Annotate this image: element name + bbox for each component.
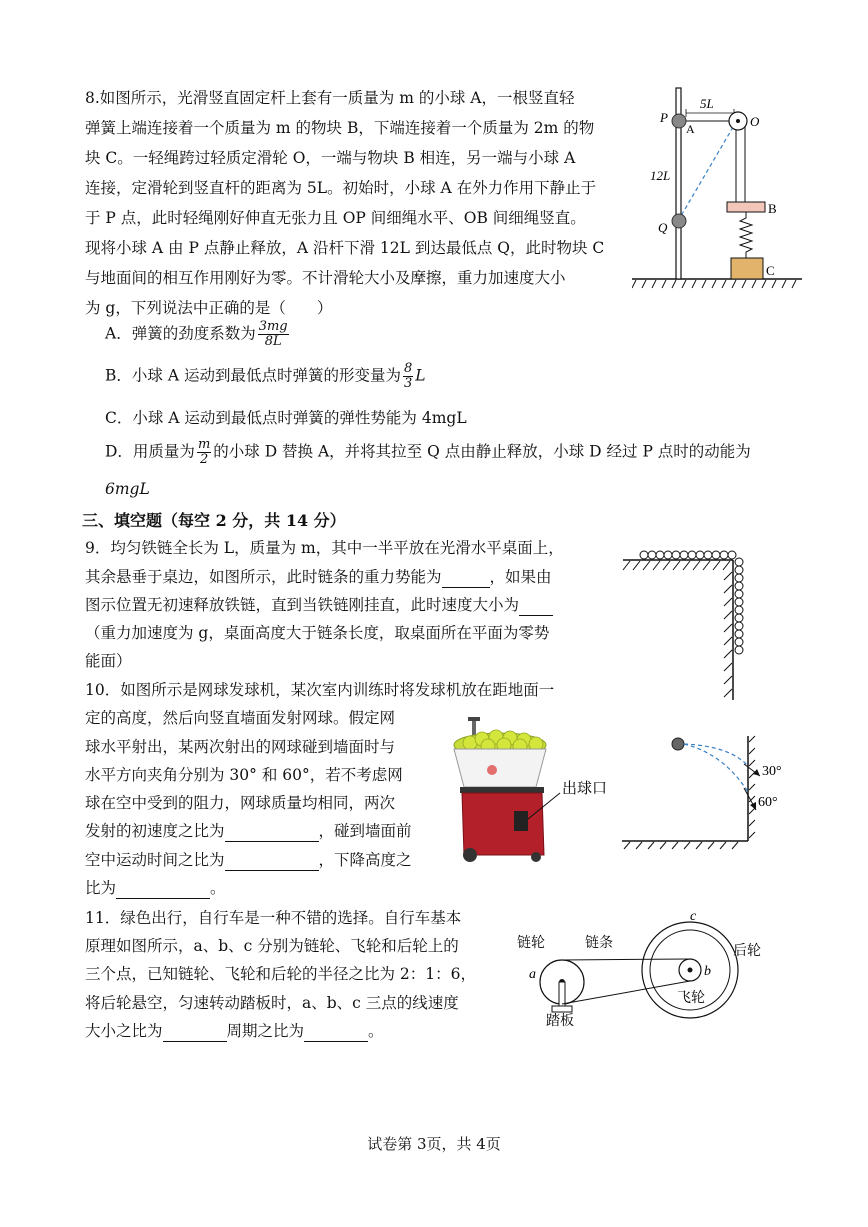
q8-figure — [632, 86, 807, 290]
q8-line-2: 弹簧上端连接着一个质量为 m 的物块 B，下端连接着一个质量为 2m 的物 — [85, 119, 595, 137]
block-B — [727, 202, 765, 212]
label-rearwheel: 后轮 — [733, 944, 761, 959]
q8-option-d[interactable]: D．用质量为 $\frac{m}{2}$ 的小球 D 替换 A，并将其拉至 Q 点由静止释放，小球 D 经过 P 点时的动能为 — [105, 437, 751, 467]
q11-blank-2[interactable] — [304, 1021, 368, 1042]
q8-line-4: 连接，定滑轮到竖直杆的距离为 5L。初始时，小球 A 在外力作用下静止于 — [85, 179, 597, 197]
angle-60-label: 60° — [758, 795, 778, 810]
q10-line-7: 空中运动时间之比为 ，下降高度之 — [85, 851, 412, 869]
outlet-label: 出球口 — [562, 781, 608, 797]
label-c: c — [690, 910, 697, 924]
q10-line-1: 10．如图所示是网球发球机，某次室内训练时将发球机放在距地面一 — [85, 681, 555, 699]
q8-line-7: 与地面间的相互作用刚好为零。不计滑轮大小及摩擦，重力加速度大小 — [85, 269, 566, 287]
q11-bicycle-figure — [515, 910, 775, 1035]
option-a-fraction: $\frac{3mg}{8L}$ — [258, 319, 288, 349]
q10-line-6: 发射的初速度之比为 ，碰到墙面前 — [85, 822, 412, 840]
label-chain: 链条 — [585, 936, 613, 951]
q10-trajectory-figure — [620, 728, 800, 850]
q9-figure — [620, 540, 765, 705]
label-flywheel: 飞轮 — [677, 991, 705, 1006]
q8-line-3: 块 C。一轻绳跨过轻质定滑轮 O，一端与物块 B 相连，另一端与小球 A — [85, 149, 576, 167]
spring — [740, 212, 752, 258]
q8-line-1: 8.如图所示，光滑竖直固定杆上套有一质量为 m 的小球 A，一根竖直轻 — [85, 89, 575, 107]
label-B: B — [768, 201, 777, 216]
q10-blank-3[interactable] — [116, 878, 210, 899]
label-P: P — [660, 110, 668, 125]
option-d-fraction: $\frac{m}{2}$ — [197, 437, 211, 467]
q11-line-3: 三个点，已知链轮、飞轮和后轮的半径之比为 2：1：6， — [85, 965, 477, 983]
q8-option-b[interactable]: B．小球 A 运动到最低点时弹簧的形变量为 $\frac{8}{3}$ L — [105, 361, 426, 391]
q9-line-5: 能面） — [85, 652, 132, 670]
page-footer: 试卷第 3页，共 4页 — [367, 1135, 501, 1153]
label-b: b — [704, 964, 711, 979]
q11-line-1: 11．绿色出行，自行车是一种不错的选择。自行车基本 — [85, 909, 462, 927]
option-b-text: B．小球 A 运动到最低点时弹簧的形变量为 — [105, 366, 401, 385]
q9-line-2: 其余悬垂于桌边，如图所示，此时链条的重力势能为 ，如果由 — [85, 568, 552, 586]
tennis-ball — [672, 738, 684, 750]
label-O: O — [750, 114, 760, 129]
option-a-text: A．弹簧的劲度系数为 — [105, 324, 256, 343]
q9-blank-1[interactable] — [442, 567, 490, 588]
q11-blank-1[interactable] — [163, 1021, 227, 1042]
q8-option-c[interactable]: C．小球 A 运动到最低点时弹簧的弹性势能为 4mgL — [105, 409, 467, 427]
label-Q: Q — [658, 220, 668, 235]
label-a: a — [529, 967, 536, 982]
chain-horizontal — [640, 551, 736, 559]
ball-Q — [672, 214, 686, 228]
q11-line-2: 原理如图所示，a、b、c 分别为链轮、飞轮和后轮上的 — [85, 937, 459, 955]
q11-line-5: 大小之比为 周期之比为 。 — [85, 1022, 384, 1040]
angle-30-label: 30° — [762, 764, 782, 779]
q10-line-4: 水平方向夹角分别为 30° 和 60°，若不考虑网 — [85, 766, 403, 784]
q8-line-8: 为 g，下列说法中正确的是（ ） — [85, 299, 333, 317]
chain-hanging — [735, 558, 743, 654]
option-b-fraction: $\frac{8}{3}$ — [403, 361, 413, 391]
q10-line-8: 比为 。 — [85, 879, 226, 897]
label-pedal: 踏板 — [546, 1014, 574, 1029]
label-chainwheel: 链轮 — [517, 936, 545, 951]
q10-line-3: 球水平射出，某两次射出的网球碰到墙面时与 — [85, 738, 396, 756]
q8-line-5: 于 P 点，此时轻绳刚好伸直无张力且 OP 间细绳水平、OB 间细绳竖直。 — [85, 209, 586, 227]
q8-option-d-line2: 6mgL — [105, 480, 150, 498]
q8-line-6: 现将小球 A 由 P 点静止释放，A 沿杆下滑 12L 到达最低点 Q，此时物块 C — [85, 239, 605, 257]
q10-blank-1[interactable] — [225, 821, 319, 842]
q10-blank-2[interactable] — [225, 850, 319, 871]
ball-A — [672, 114, 686, 128]
label-C: C — [766, 263, 775, 278]
q9-line-3: 图示位置无初速释放铁链，直到当铁链刚挂直，此时速度大小为 — [85, 595, 553, 616]
option-d-text: D．用质量为 — [105, 442, 195, 461]
q10-line-5: 球在空中受到的阻力，网球质量均相同，两次 — [85, 794, 396, 812]
block-C — [731, 258, 763, 279]
label-5L: 5L — [700, 96, 714, 111]
q8-option-a[interactable] — [105, 320, 291, 349]
q9-line-4: （重力加速度为 g，桌面高度大于链条长度，取桌面所在平面为零势 — [85, 624, 550, 642]
q9-line-1: 9．均匀铁链全长为 L，质量为 m，其中一半平放在光滑水平桌面上， — [85, 539, 564, 557]
q11-line-4: 将后轮悬空，匀速转动踏板时，a、b、c 三点的线速度 — [85, 994, 459, 1012]
tennis-ball-machine-image — [450, 715, 620, 865]
label-A: A — [686, 122, 695, 136]
label-12L: 12L — [650, 168, 671, 183]
section-3-title: 三、填空题（每空 2 分，共 14 分） — [82, 511, 346, 530]
q10-line-2: 定的高度，然后向竖直墙面发射网球。假定网 — [85, 709, 396, 727]
q9-blank-2[interactable] — [519, 595, 553, 616]
